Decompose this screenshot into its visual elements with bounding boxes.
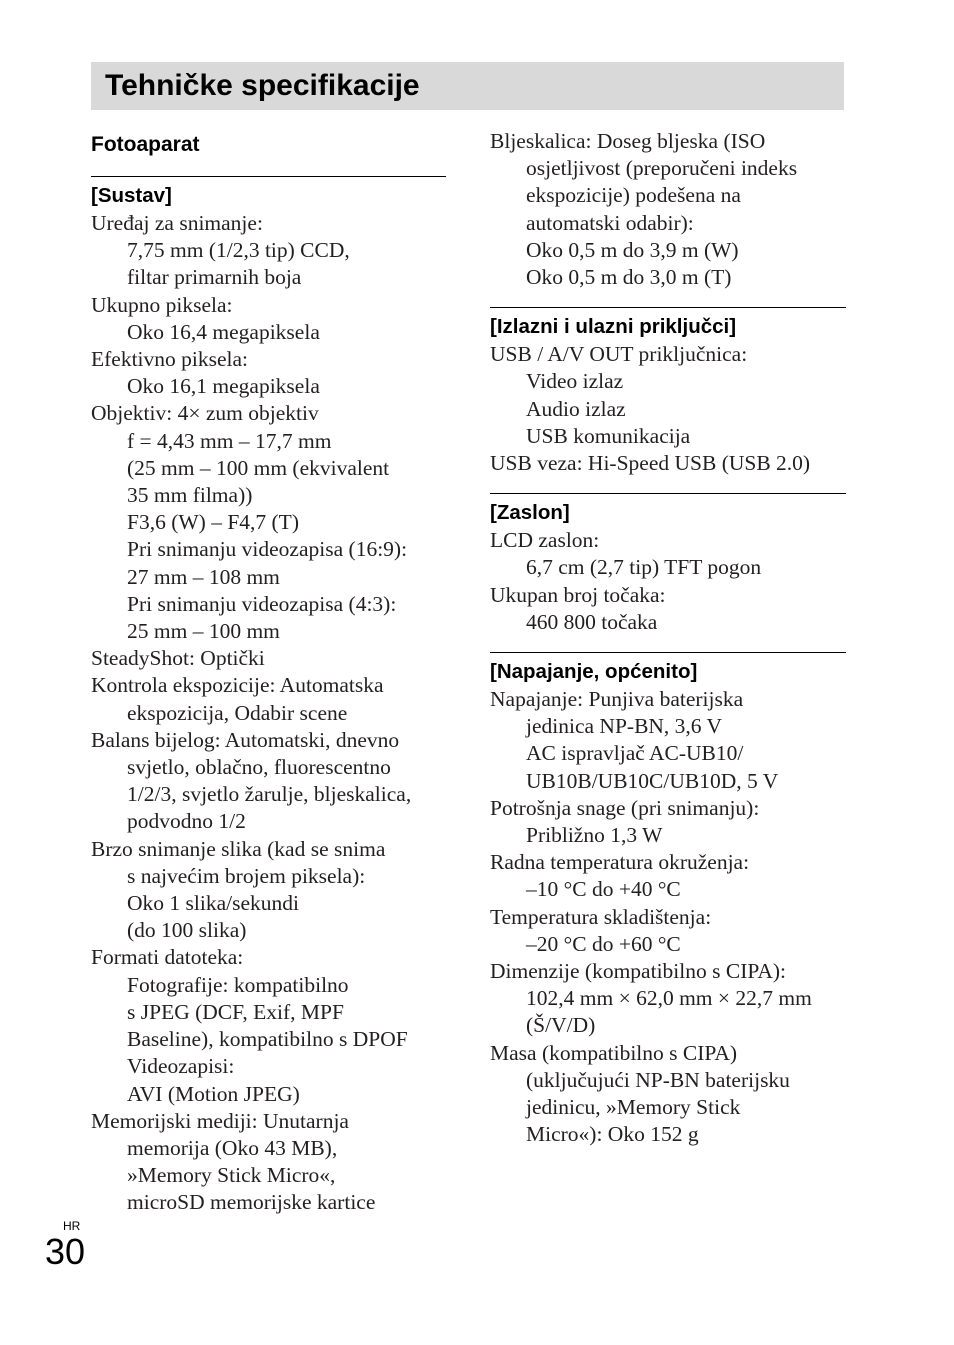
spec-value-line: (do 100 slika)	[127, 918, 247, 943]
spec-value-line: UB10B/UB10C/UB10D, 5 V	[526, 768, 779, 793]
spec-value-line: (uključujući NP-BN baterijsku	[526, 1067, 790, 1092]
spec-value-line: 27 mm – 108 mm	[127, 564, 280, 589]
spec-label-line: Temperatura skladištenja:	[490, 904, 712, 929]
spec-value-line: Baseline), kompatibilno s DPOF	[127, 1027, 408, 1052]
spec-value-line: Videozapisi:	[127, 1054, 235, 1079]
spec-value-line: f = 4,43 mm – 17,7 mm	[127, 428, 332, 453]
left-column	[91, 128, 446, 1217]
spec-label-line: USB veza: Hi-Speed USB (USB 2.0)	[490, 451, 811, 476]
spec-label-line: Potrošnja snage (pri snimanju):	[490, 795, 760, 820]
spec-label-line: Brzo snimanje slika (kad se snima	[91, 836, 386, 861]
spec-value-line: Oko 16,4 megapiksela	[127, 319, 320, 344]
spec-value-line: osjetljivost (preporučeni indeks	[526, 156, 798, 181]
spec-value-line: 25 mm – 100 mm	[127, 619, 280, 644]
spec-label-line: SteadyShot: Optički	[91, 646, 265, 671]
spec-label-line: Objektiv: 4× zum objektiv	[91, 401, 319, 426]
spec-label-line: Efektivno piksela:	[91, 347, 249, 372]
spec-value-line: microSD memorijske kartice	[127, 1190, 376, 1215]
spec-value-line: 1/2/3, svjetlo žarulje, bljeskalica,	[127, 782, 412, 807]
title-bar	[91, 62, 844, 110]
spec-value-line: AC ispravljač AC-UB10/	[526, 741, 744, 766]
spec-value-line: automatski odabir):	[526, 210, 694, 235]
spec-value-line: Pri snimanju videozapisa (16:9):	[127, 537, 408, 562]
spec-value-line: jedinica NP-BN, 3,6 V	[526, 714, 723, 739]
spec-value-line: filtar primarnih boja	[127, 265, 302, 290]
spec-value-line: 35 mm filma))	[127, 483, 253, 508]
spec-value-line: F3,6 (W) – F4,7 (T)	[127, 510, 299, 535]
spec-label-line: Balans bijelog: Automatski, dnevno	[91, 727, 400, 752]
section-header: [Sustav]	[91, 176, 446, 210]
spec-value-line: memorija (Oko 43 MB),	[127, 1135, 338, 1160]
spec-value-line: 7,75 mm (1/2,3 tip) CCD,	[127, 238, 350, 263]
section-header: [Izlazni i ulazni priključci]	[490, 307, 846, 341]
spec-label-line: Napajanje: Punjiva baterijska	[490, 687, 744, 712]
spec-label-line: LCD zaslon:	[490, 528, 600, 553]
spec-value-line: Oko 1 slika/sekundi	[127, 891, 299, 916]
spec-value-line: Oko 16,1 megapiksela	[127, 374, 320, 399]
spec-label-line: Ukupno piksela:	[91, 292, 233, 317]
spec-label-line: Radna temperatura okruženja:	[490, 850, 750, 875]
spec-value-line: 6,7 cm (2,7 tip) TFT pogon	[526, 555, 762, 580]
spec-value-line: 460 800 točaka	[526, 609, 658, 634]
spec-value-line: ekspozicije) podešena na	[526, 183, 741, 208]
spec-value-line: jedinicu, »Memory Stick	[526, 1095, 741, 1120]
spec-value-line: »Memory Stick Micro«,	[127, 1163, 336, 1188]
spec-value-line: Fotografije: kompatibilno	[127, 972, 349, 997]
spec-value-line: svjetlo, oblačno, fluorescentno	[127, 755, 391, 780]
spec-value-line: 102,4 mm × 62,0 mm × 22,7 mm	[526, 986, 812, 1011]
spec-label-line: Bljeskalica: Doseg bljeska (ISO	[490, 129, 766, 153]
spec-label-line: Formati datoteka:	[91, 945, 244, 970]
spec-label-line: Uređaj za snimanje:	[91, 211, 263, 235]
spec-label-line: USB / A/V OUT priključnica:	[490, 342, 748, 367]
spec-value-line: Audio izlaz	[526, 396, 626, 421]
spec-value-line: AVI (Motion JPEG)	[127, 1081, 300, 1106]
spec-label-line: Memorijski mediji: Unutarnja	[91, 1108, 349, 1133]
spec-section	[490, 307, 846, 477]
language-code: HR	[63, 1219, 81, 1233]
spec-value-line: s najvećim brojem piksela):	[127, 863, 366, 888]
spec-value-line: (Š/V/D)	[526, 1013, 596, 1038]
spec-section	[490, 493, 846, 636]
spec-label-line: Kontrola ekspozicije: Automatska	[91, 673, 384, 698]
section-header: [Napajanje, općenito]	[490, 652, 846, 686]
page-number: 30	[45, 1231, 86, 1272]
category-title: Fotoaparat	[91, 133, 200, 156]
spec-value-line: Oko 0,5 m do 3,0 m (T)	[526, 265, 732, 290]
spec-section	[490, 128, 846, 291]
right-sections	[490, 128, 846, 1149]
spec-label-line: Dimenzije (kompatibilno s CIPA):	[490, 959, 787, 984]
spec-value-line: –20 °C do +60 °C	[526, 931, 681, 956]
spec-label-line: Ukupan broj točaka:	[490, 582, 666, 607]
spec-value-line: Približno 1,3 W	[526, 823, 663, 848]
spec-value-line: Oko 0,5 m do 3,9 m (W)	[526, 237, 739, 262]
spec-value-line: s JPEG (DCF, Exif, MPF	[127, 999, 344, 1024]
spec-value-line: ekspozicija, Odabir scene	[127, 700, 348, 725]
spec-value-line: Micro«): Oko 152 g	[526, 1122, 699, 1147]
section-header: [Zaslon]	[490, 493, 846, 527]
spec-value-line: Pri snimanju videozapisa (4:3):	[127, 591, 397, 616]
spec-label-line: Masa (kompatibilno s CIPA)	[490, 1040, 738, 1065]
left-sections	[91, 176, 446, 1217]
spec-value-line: USB komunikacija	[526, 423, 691, 448]
spec-section	[490, 652, 846, 1148]
spec-section	[91, 176, 446, 1217]
right-column	[490, 128, 846, 1149]
page-title: Tehničke specifikacije	[105, 69, 420, 102]
spec-value-line: Video izlaz	[526, 369, 624, 394]
spec-value-line: podvodno 1/2	[127, 809, 246, 834]
spec-value-line: –10 °C do +40 °C	[526, 877, 681, 902]
spec-value-line: (25 mm – 100 mm (ekvivalent	[127, 455, 390, 480]
